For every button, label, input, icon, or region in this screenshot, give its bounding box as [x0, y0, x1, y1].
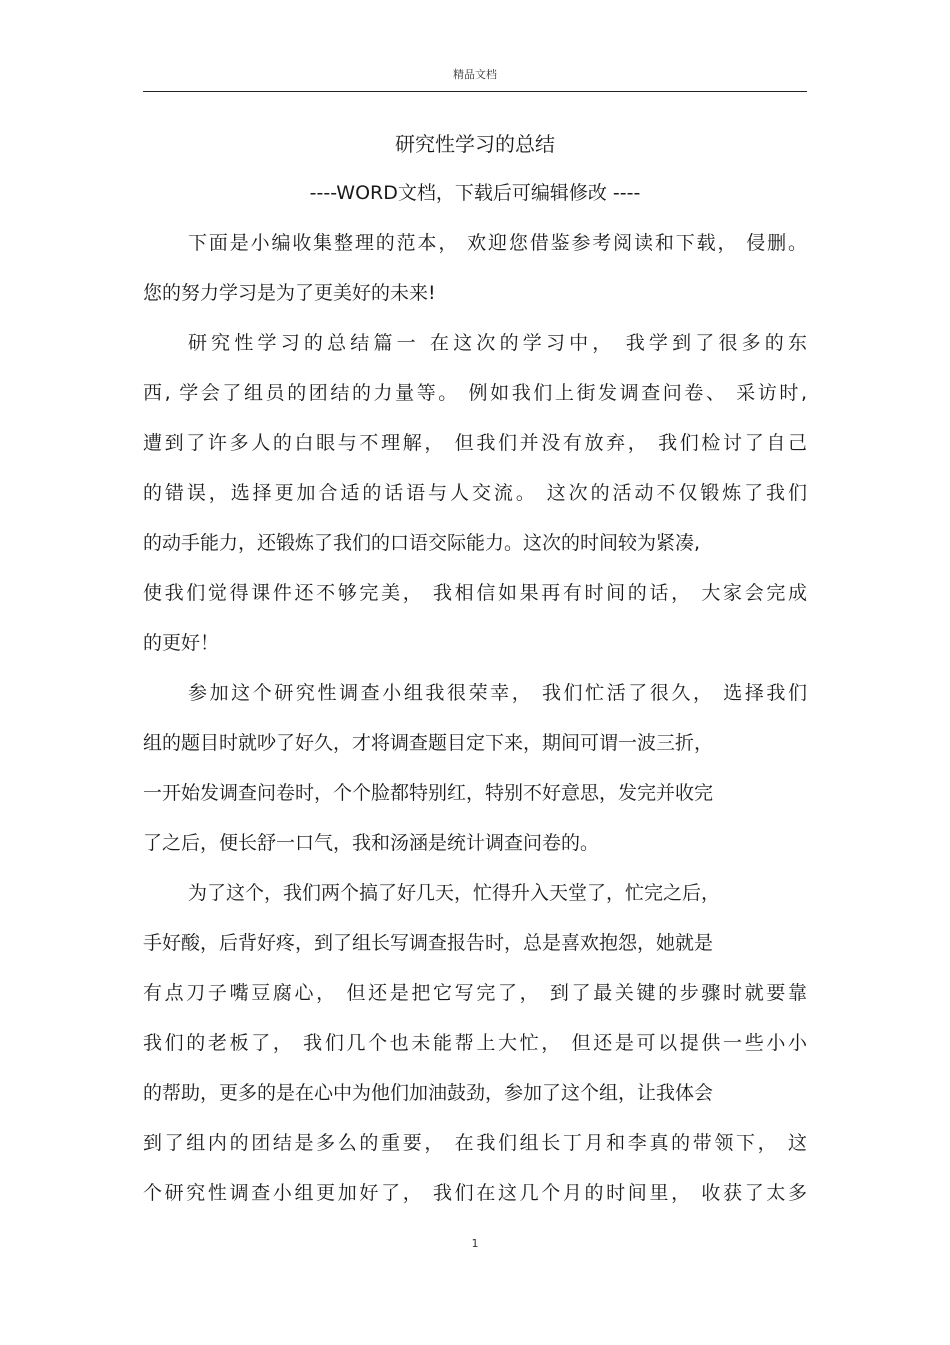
page-number: 1 [471, 1237, 479, 1250]
body-line: 组的题目时就吵了好久，才将调查题目定下来，期间可谓一波三折， [143, 732, 714, 754]
body-line: 下面是小编收集整理的范本， 欢迎您借鉴参考阅读和下载， 侵删。 [188, 232, 807, 254]
body-line: 有点刀子嘴豆腐心， 但还是把它写完了， 到了最关键的步骤时就要靠 [143, 982, 807, 1004]
body-line: 遭到了许多人的白眼与不理解， 但我们并没有放弃， 我们检讨了自己 [143, 432, 807, 454]
body-line: 个研究性调查小组更加好了， 我们在这几个月的时间里， 收获了太多 [143, 1182, 807, 1204]
document-title: 研究性学习的总结 [395, 132, 555, 156]
body-line: 的动手能力，还锻炼了我们的口语交际能力。这次的时间较为紧凑, [143, 532, 701, 554]
body-line: 为了这个，我们两个搞了好几天，忙得升入天堂了，忙完之后， [188, 882, 721, 904]
document-subtitle: ----WORD文档，下载后可编辑修改 ---- [309, 182, 641, 204]
body-line: 的更好！ [143, 632, 220, 654]
body-line: 到了组内的团结是多么的重要， 在我们组长丁月和李真的带领下， 这 [143, 1132, 807, 1154]
body-line: 您的努力学习是为了更美好的未来! [143, 282, 436, 304]
body-line: 我们的老板了， 我们几个也未能帮上大忙， 但还是可以提供一些小小 [143, 1032, 807, 1054]
page-header: 精品文档 [453, 68, 497, 81]
header-divider [143, 91, 807, 92]
body-line: 研究性学习的总结篇一 在这次的学习中， 我学到了很多的东 [188, 332, 807, 354]
body-line: 使我们觉得课件还不够完美， 我相信如果再有时间的话， 大家会完成 [143, 582, 807, 604]
body-line: 西, 学会了组员的团结的力量等。 例如我们上街发调查问卷、 采访时, [143, 382, 807, 404]
body-line: 的错误，选择更加合适的话语与人交流。 这次的活动不仅锻炼了我们 [143, 482, 807, 504]
body-line: 的帮助，更多的是在心中为他们加油鼓劲，参加了这个组，让我体会 [143, 1082, 714, 1104]
body-line: 参加这个研究性调查小组我很荣幸， 我们忙活了很久， 选择我们 [188, 682, 807, 704]
body-line: 一开始发调查问卷时，个个脸都特别红，特别不好意思，发完并收完 [143, 782, 714, 804]
body-line: 了之后，便长舒一口气，我和汤涵是统计调查问卷的。 [143, 832, 600, 854]
body-line: 手好酸，后背好疼，到了组长写调查报告时，总是喜欢抱怨，她就是 [143, 932, 714, 954]
